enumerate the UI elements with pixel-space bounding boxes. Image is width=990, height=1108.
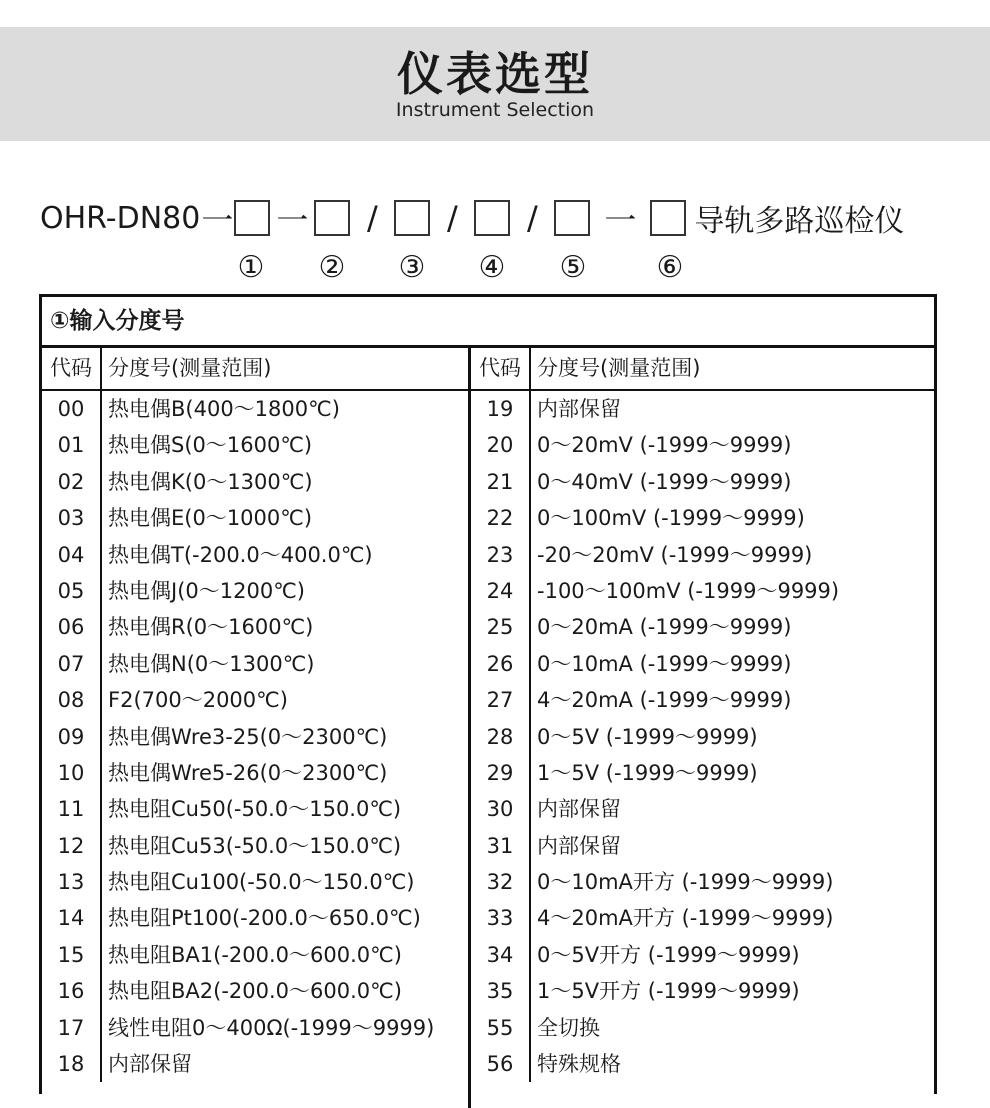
row-desc: 0～40mV (-1999～9999) [537,469,792,494]
table-row [42,537,468,573]
row-desc: 热电偶E(0～1000℃) [108,506,313,531]
row-desc: 热电阻BA2(-200.0～600.0℃) [108,979,402,1004]
row-desc: 0～5V (-1999～9999) [537,724,758,749]
table-row [471,828,937,864]
row-code: 56 [471,1046,531,1082]
table-row [471,755,937,791]
model-separator: 一 [201,201,234,239]
table-row [471,427,937,463]
row-desc: 内部保留 [537,397,621,421]
position-label-5: ⑤ [559,250,587,285]
row-code: 10 [42,755,102,791]
row-code: 07 [42,646,102,682]
table-left-rows [42,391,468,1082]
position-label-6: ⑥ [656,250,684,285]
row-desc: 热电阻Cu50(-50.0～150.0℃) [108,797,402,822]
table-header [42,348,468,391]
table-row [42,646,468,682]
row-code: 08 [42,682,102,718]
row-code: 06 [42,609,102,645]
row-desc: 内部保留 [108,1052,192,1077]
row-code: 00 [42,391,102,427]
table-row [42,1010,468,1046]
row-code: 21 [471,464,531,500]
page-subtitle: Instrument Selection [395,99,595,121]
row-code: 01 [42,427,102,463]
model-separator: 一 [604,201,637,239]
row-code: 11 [42,791,102,827]
table-row [471,646,937,682]
row-code: 20 [471,427,531,463]
row-desc: 热电偶Wre5-26(0～2300℃) [108,760,388,785]
row-code: 13 [42,864,102,900]
row-code: 09 [42,719,102,755]
col-desc-header: 分度号(测量范围) [108,356,272,380]
table-row [42,427,468,463]
row-desc: 0～5V开方 (-1999～9999) [537,942,800,967]
table-row [471,864,937,900]
table-row [471,464,937,500]
table-row [471,1010,937,1046]
row-code: 15 [42,937,102,973]
model-separator: / [446,199,458,237]
table-row [471,682,937,718]
position-label-4: ④ [478,250,506,285]
row-desc: 全切换 [537,1015,600,1040]
model-slot-3 [394,200,430,236]
table-row [471,391,937,427]
col-desc-header: 分度号(测量范围) [537,356,701,380]
row-code: 03 [42,500,102,536]
row-code: 27 [471,682,531,718]
table-row [42,573,468,609]
row-code: 30 [471,791,531,827]
model-separator: / [526,199,538,237]
model-slot-1 [234,200,270,236]
table-row [471,573,937,609]
col-code-header: 代码 [42,348,102,389]
position-label-2: ② [318,250,346,285]
row-code: 24 [471,573,531,609]
row-code: 17 [42,1010,102,1046]
table-right-rows [471,391,937,1082]
table-row [42,828,468,864]
row-code: 02 [42,464,102,500]
row-desc: 0～100mV (-1999～9999) [537,506,805,531]
row-code: 35 [471,973,531,1009]
position-label-1: ① [237,250,265,285]
table-row [42,391,468,427]
col-code-header: 代码 [471,348,531,389]
input-type-table [39,294,937,1094]
table-row [42,755,468,791]
position-label-3: ③ [398,250,426,285]
model-separator: / [366,199,378,237]
row-desc: 热电偶R(0～1600℃) [108,615,314,640]
table-row [471,500,937,536]
model-slot-2 [314,200,350,236]
row-code: 12 [42,828,102,864]
row-code: 18 [42,1046,102,1082]
table-row [471,1046,937,1082]
table-left-half [42,348,471,1108]
row-code: 34 [471,937,531,973]
model-suffix: 导轨多路巡检仪 [694,204,905,239]
table-row [42,609,468,645]
table-row [471,937,937,973]
table-right-half [471,348,937,1108]
table-row [471,609,937,645]
row-desc: 0～10mA开方 (-1999～9999) [537,870,834,895]
row-desc: 热电阻BA1(-200.0～600.0℃) [108,942,402,967]
row-code: 19 [471,391,531,427]
table-section-title: ①输入分度号 [42,297,934,348]
row-desc: 0～10mA (-1999～9999) [537,651,792,676]
row-desc: -100～100mV (-1999～9999) [537,578,840,603]
row-code: 16 [42,973,102,1009]
row-code: 14 [42,900,102,936]
model-prefix: OHR-DN80 [40,200,201,236]
table-row [42,500,468,536]
row-desc: 1～5V开方 (-1999～9999) [537,979,800,1004]
row-desc: 0～20mA (-1999～9999) [537,615,792,640]
model-slot-4 [474,200,510,236]
row-desc: 热电偶K(0～1300℃) [108,469,313,494]
row-desc: 0～20mV (-1999～9999) [537,433,792,458]
model-separator: 一 [276,201,309,239]
row-desc: 热电偶B(400～1800℃) [108,397,340,421]
row-code: 26 [471,646,531,682]
row-desc: -20～20mV (-1999～9999) [537,542,813,567]
row-desc: 热电偶N(0～1300℃) [108,651,315,676]
row-code: 55 [471,1010,531,1046]
row-desc: 4～20mA开方 (-1999～9999) [537,906,834,931]
row-code: 33 [471,900,531,936]
row-desc: 特殊规格 [537,1052,621,1077]
table-row [42,682,468,718]
table-row [42,973,468,1009]
table-row [42,900,468,936]
table-row [42,464,468,500]
row-desc: F2(700～2000℃) [108,688,288,713]
row-code: 31 [471,828,531,864]
row-desc: 线性电阻0～400Ω(-1999～9999) [108,1015,435,1040]
row-desc: 内部保留 [537,797,621,822]
row-desc: 热电阻Cu100(-50.0～150.0℃) [108,870,415,895]
row-desc: 热电偶S(0～1600℃) [108,433,313,458]
table-row [42,791,468,827]
row-code: 32 [471,864,531,900]
row-desc: 4～20mA (-1999～9999) [537,688,792,713]
table-row [42,864,468,900]
table-header [471,348,937,391]
table-row [42,1046,468,1082]
row-code: 23 [471,537,531,573]
row-desc: 热电偶J(0～1200℃) [108,578,305,603]
row-code: 22 [471,500,531,536]
table-row [471,973,937,1009]
row-desc: 热电偶Wre3-25(0～2300℃) [108,724,388,749]
row-code: 04 [42,537,102,573]
table-row [471,719,937,755]
table-row [471,791,937,827]
row-desc: 热电阻Pt100(-200.0～650.0℃) [108,906,421,931]
table-row [471,537,937,573]
row-code: 25 [471,609,531,645]
row-desc: 内部保留 [537,833,621,858]
row-desc: 热电阻Cu53(-50.0～150.0℃) [108,833,402,858]
model-slot-6 [650,200,686,236]
table-row [471,900,937,936]
page-title: 仪表选型 [397,47,593,101]
row-code: 28 [471,719,531,755]
row-code: 29 [471,755,531,791]
row-desc: 1～5V (-1999～9999) [537,760,758,785]
table-row [42,937,468,973]
model-code-line [40,196,904,240]
table-row [42,719,468,755]
row-desc: 热电偶T(-200.0～400.0℃) [108,542,373,567]
model-slot-5 [554,200,590,236]
row-code: 05 [42,573,102,609]
